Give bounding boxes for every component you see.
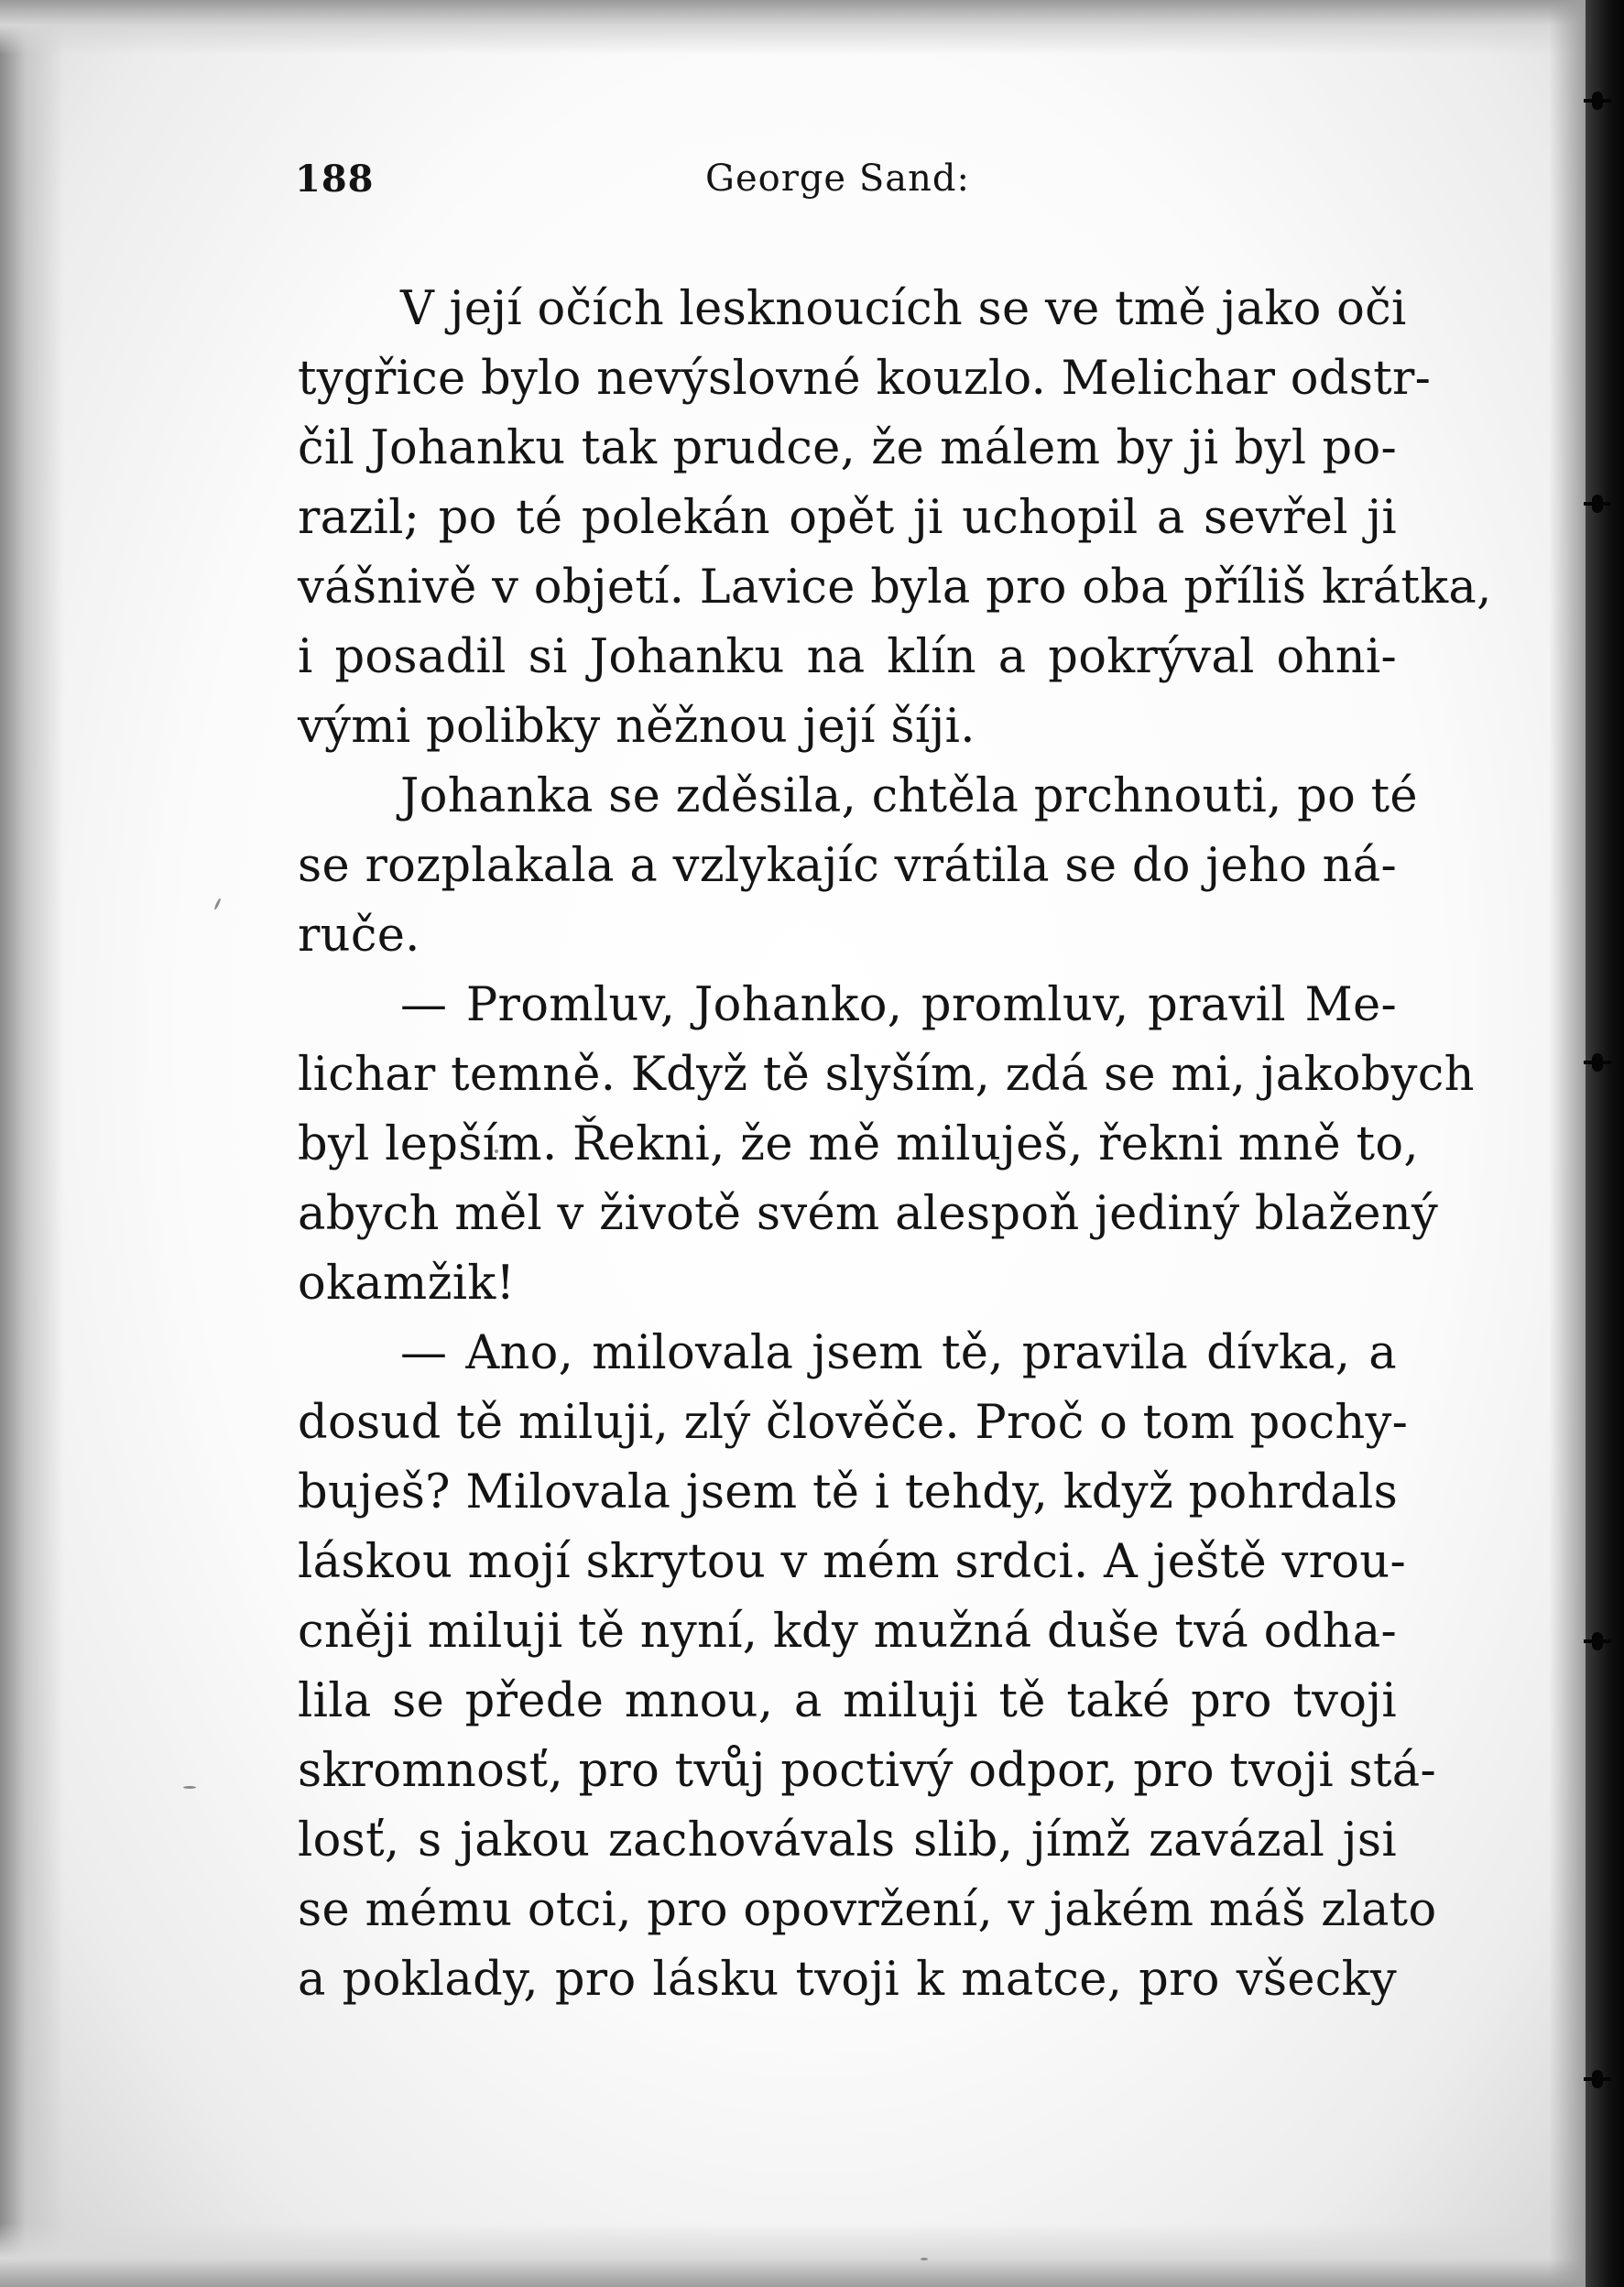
text-line: cněji miluji tě nyní, kdy mužná duše tvá odha- [298,1605,1397,1659]
text-line: dosud tě miluji, zlý člověče. Proč o tom pochy- [298,1396,1409,1450]
text-line: čil Johanku tak prudce, že málem by ji byl po- [298,421,1397,475]
text-line: okamžik! [298,1257,516,1311]
text-line: láskou mojí skrytou v mém srdci. A ještě vrou- [298,1535,1406,1589]
margin-tick-mark [1584,99,1611,103]
text-line: — Ano, milovala jsem tě, pravila dívka, a [400,1326,1397,1380]
text-line: tygřice bylo nevýslovné kouzlo. Melichar odstr- [298,352,1432,406]
page-number: 188 [295,158,375,201]
text-line: Johanka se zděsila, chtěla prchnouti, po té [400,769,1418,823]
scan-shadow-bottom [0,2223,1624,2287]
text-line: a poklady, pro lásku tvoji k matce, pro všecky [298,1953,1397,2007]
page-header [295,158,1394,212]
scan-shadow-top [0,0,1624,55]
text-line: lichar temně. Když tě slyším, zdá se mi, jakobych [298,1048,1475,1102]
text-line: se rozplakala a vzlykajíc vrátila se do jeho ná- [298,839,1397,893]
margin-tick-mark [1584,502,1611,506]
text-line: se mému otci, pro opovržení, v jakém máš zlato [298,1883,1437,1937]
text-line: razil; po té polekán opět ji uchopil a sevřel ji [298,491,1397,545]
running-head: George Sand: [705,158,970,200]
text-line: buješ? Milovala jsem tě i tehdy, když pohrdals [298,1465,1399,1519]
scan-shadow-left [0,0,64,2287]
text-line: skromnosť, pro tvůj poctivý odpor, pro tvoji stá- [298,1744,1437,1798]
text-line: byl lepším. Řekni, že mě miluješ, řekni mně to, [298,1117,1419,1171]
scan-speck [921,2258,928,2260]
text-line: i posadil si Johanku na klín a pokrýval ohni- [298,630,1397,684]
text-line: lila se přede mnou, a miluji tě také pro tvoji [298,1674,1397,1728]
text-line: — Promluv, Johanko, promluv, pravil Me- [400,978,1397,1032]
text-line: vými polibky něžnou její šíji. [298,700,975,754]
scan-speck [183,1786,196,1789]
text-line: vášnivě v objetí. Lavice byla pro oba příliš krátka, [298,561,1492,615]
margin-tick-mark [1584,1639,1611,1643]
scan-speck [213,898,222,910]
margin-tick-mark [1584,1061,1611,1064]
text-line: abych měl v životě svém alespoň jediný blažený [298,1187,1439,1241]
text-line: losť, s jakou zachovávals slib, jímž zavázal jsi [298,1813,1397,1868]
text-line: ruče. [298,909,420,963]
dark-margin-band [1586,0,1624,2287]
text-line: V její očích lesknoucích se ve tmě jako oči [400,282,1407,336]
scan-shadow-right [1549,0,1586,2287]
margin-tick-mark [1584,2077,1611,2081]
body-text [298,275,1492,2015]
